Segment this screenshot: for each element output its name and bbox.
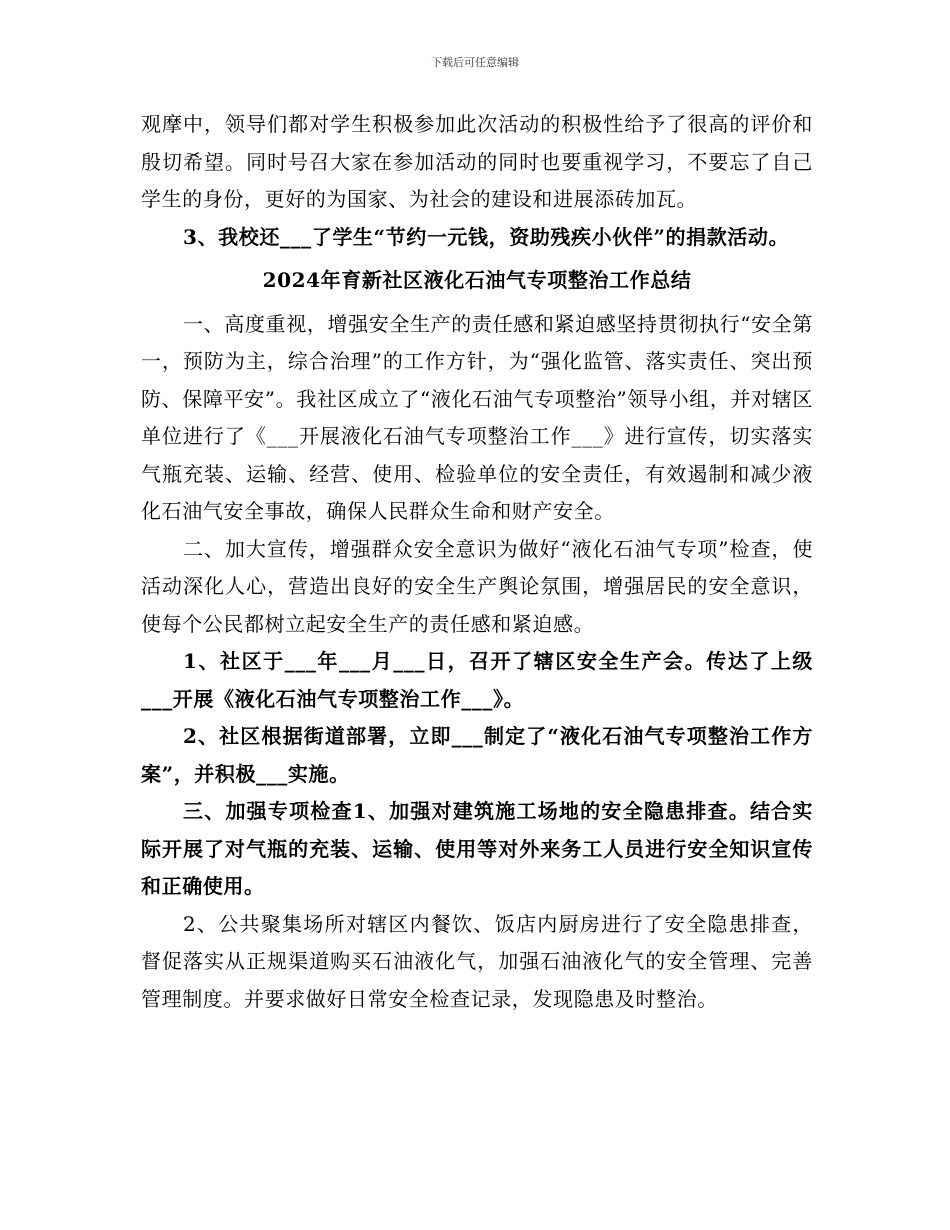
page-header: 下载后可任意编辑 — [431, 56, 519, 69]
section-1-paragraph: 一、高度重视，增强安全生产的责任感和紧迫感坚持贯彻执行“安全第一，预防为主，综合治理”的工作方针，为“强化监管、落实责任、突出预防、保障平安”。我社区成立了“液化石油气专项整治”领导小组，并对辖区单位进行了《___开展液化石油气专项整治工作___》进行宣传，切实落实气瓶充装、运输、经营、使用、检验单位的安全责任，有效遏制和减少液化石油气安全事故，确保人民群众生命和财产安全。 — [141, 311, 813, 523]
section-2-item-1: 1、社区于___年___月___日，召开了辖区安全生产会。传达了上级___开展《液化石油气专项整治工作___》。 — [141, 649, 813, 711]
document-title: 2024年育新社区液化石油气专项整治工作总结 — [262, 268, 692, 292]
section-3-paragraph: 三、加强专项检查1、加强对建筑施工场地的安全隐患排查。结合实际开展了对气瓶的充装、运输、使用等对外来务工人员进行安全知识宣传和正确使用。 — [141, 799, 813, 898]
section-2-item-2: 2、社区根据街道部署，立即___制定了“液化石油气专项整治工作方案”，并积极___实施。 — [141, 724, 813, 786]
document-body — [141, 106, 813, 1018]
intro-item-3: 3、我校还___了学生“节约一元钱，资助残疾小伙伴”的捐款活动。 — [183, 224, 790, 249]
intro-paragraph: 观摩中，领导们都对学生积极参加此次活动的积极性给予了很高的评价和殷切希望。同时号召大家在参加活动的同时也要重视学习，不要忘了自己学生的身份，更好的为国家、为社会的建设和进展添砖加瓦。 — [141, 112, 813, 211]
section-3-item-2: 2、公共聚集场所对辖区内餐饮、饭店内厨房进行了安全隐患排查，督促落实从正规渠道购买石油液化气，加强石油液化气的安全管理、完善管理制度。并要求做好日常安全检查记录，发现隐患及时整治。 — [141, 911, 813, 1011]
section-2-paragraph: 二、加大宣传，增强群众安全意识为做好“液化石油气专项”检查，使活动深化人心，营造出良好的安全生产舆论氛围，增强居民的安全意识，使每个公民都树立起安全生产的责任感和紧迫感。 — [141, 536, 813, 636]
